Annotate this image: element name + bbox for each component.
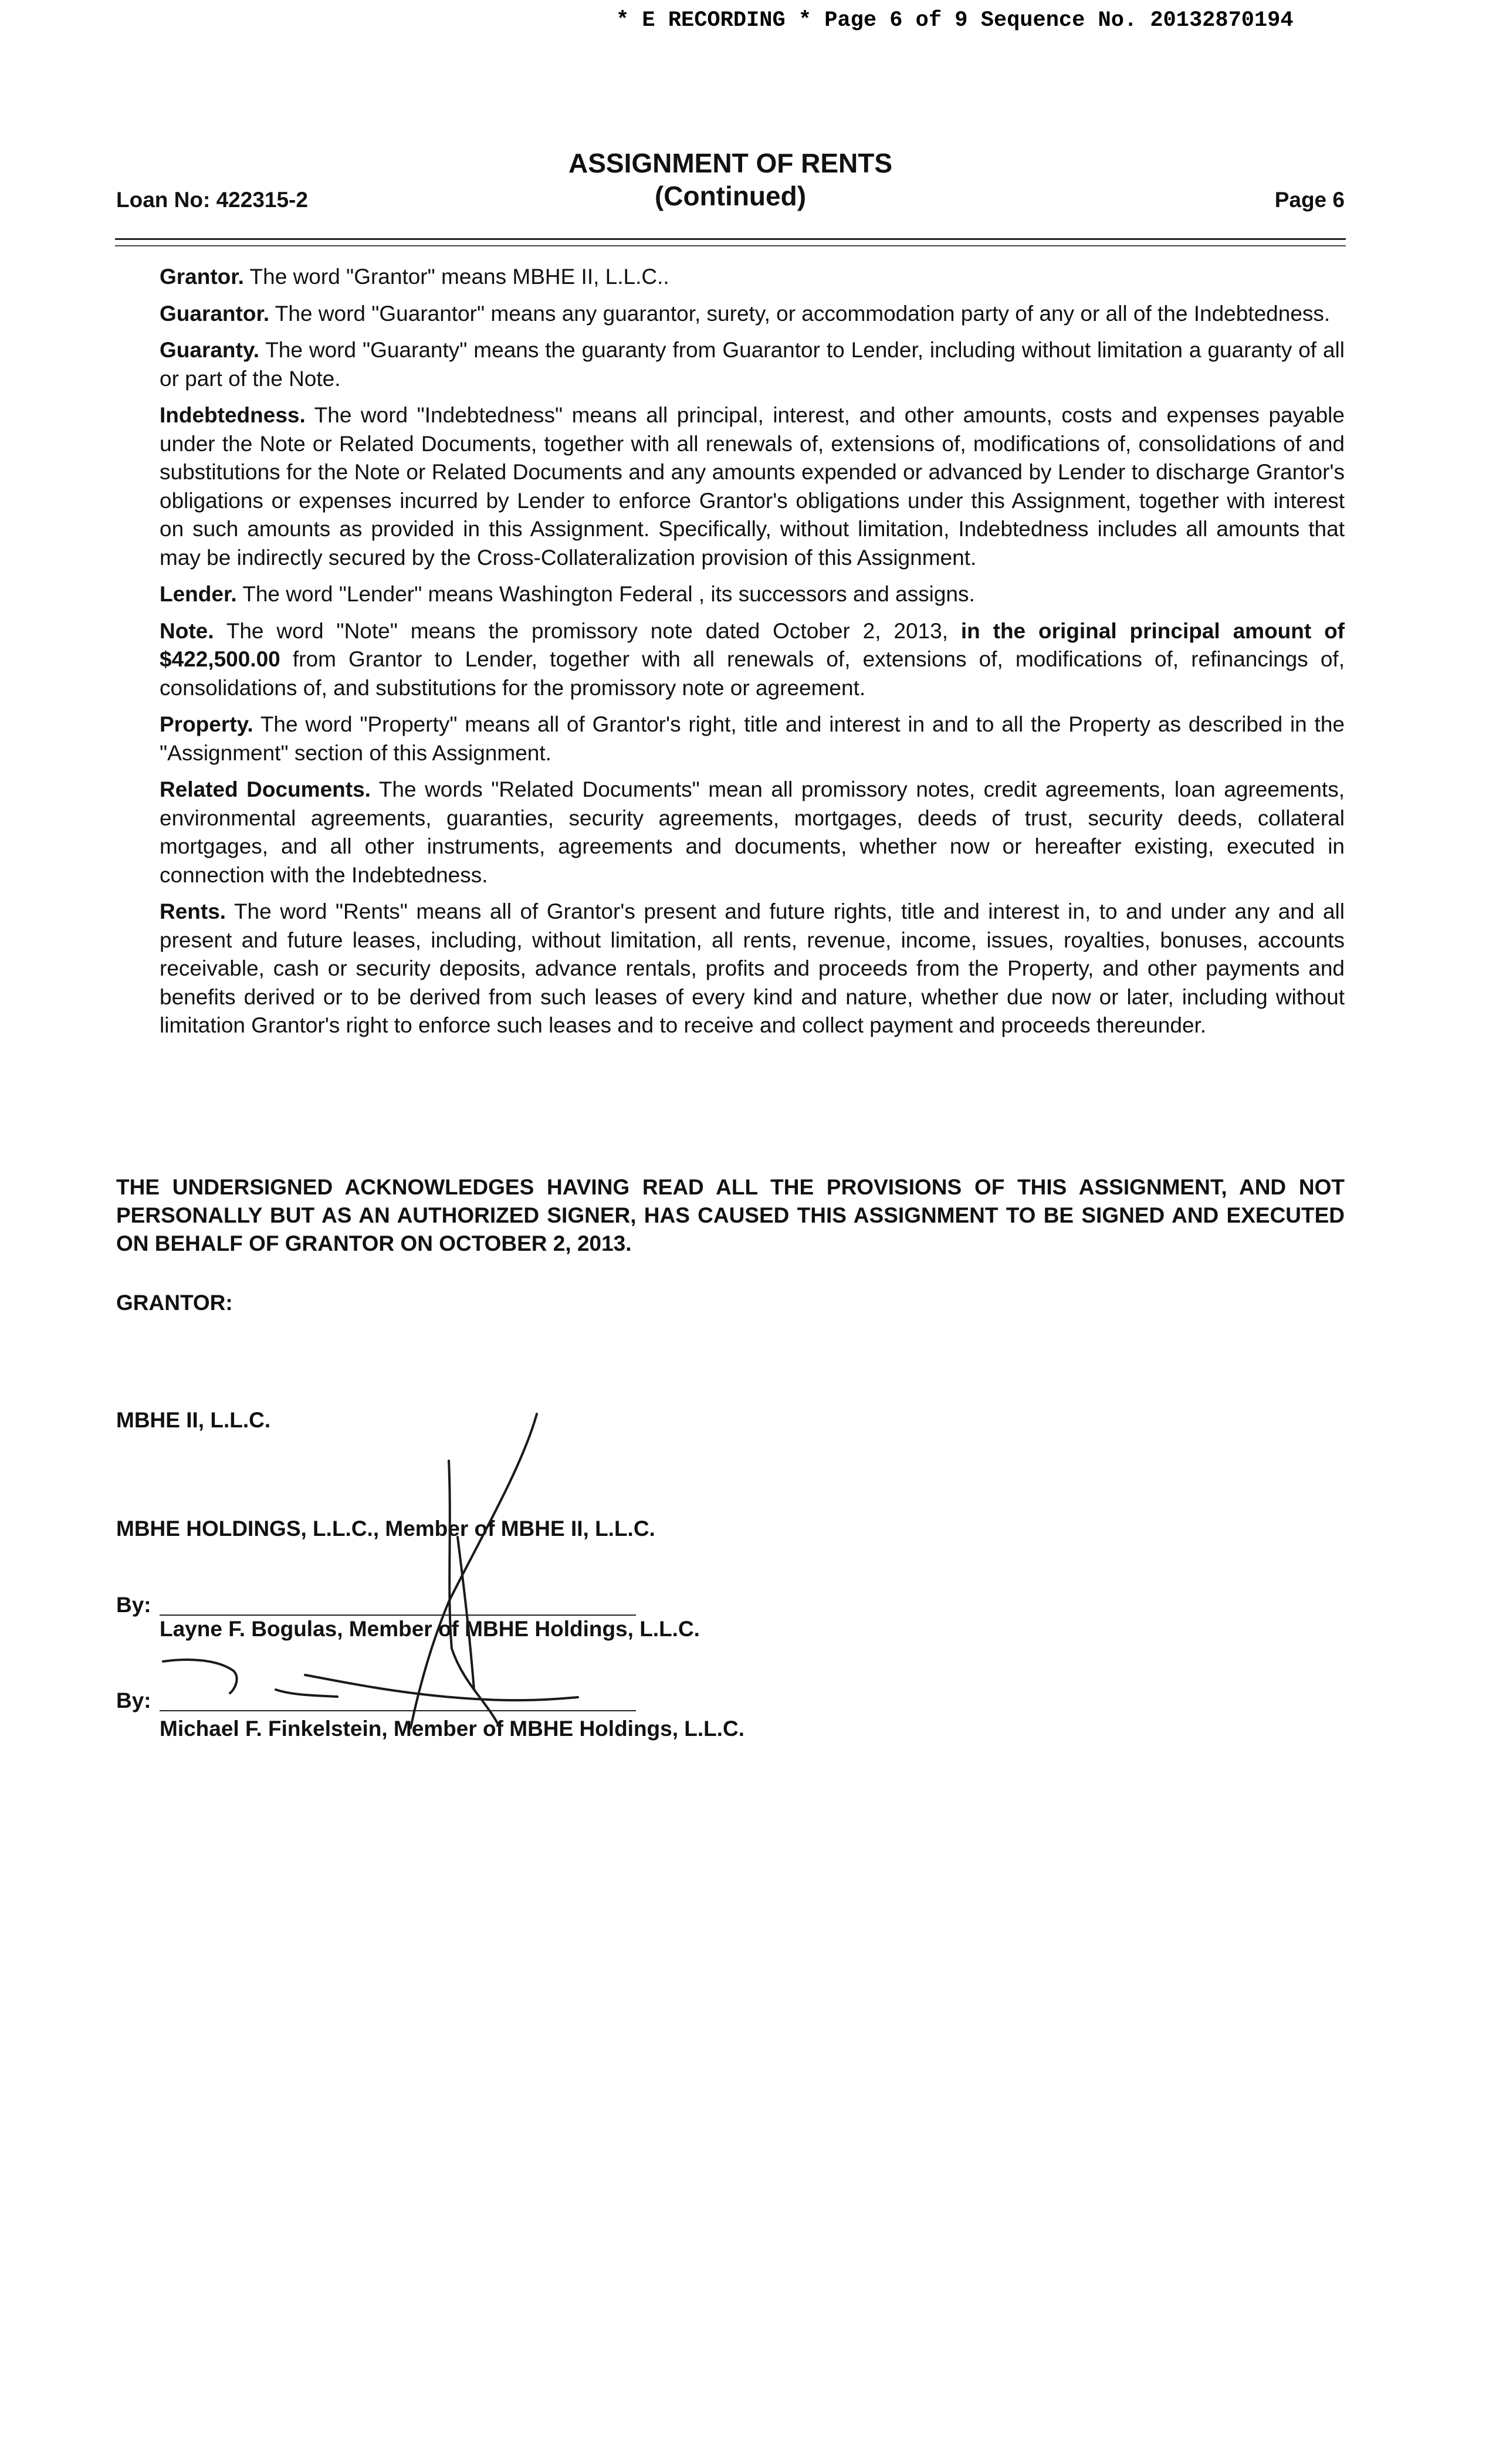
document-title: ASSIGNMENT OF RENTS [568,148,893,178]
definition-indebtedness [160,401,1345,572]
by-label-1: By: [116,1593,151,1617]
document-header [116,147,1345,217]
principal-amount-text: in the original principal amount of $422,500.00 [160,618,1345,671]
definition-term: Indebtedness. [160,403,306,427]
signer-name-2: Michael F. Finkelstein, Member of MBHE Holdings, L.L.C. [160,1717,745,1741]
definition-term: Related Documents. [160,777,371,801]
signature-stroke-1 [449,1461,500,1728]
grantor-label: GRANTOR: [116,1291,233,1315]
title-block [116,147,1345,212]
header-rule [115,238,1346,240]
definition-rents [160,898,1345,1040]
acknowledgement-paragraph: THE UNDERSIGNED ACKNOWLEDGES HAVING READ ALL THE PROVISIONS OF THIS ASSIGNMENT, AND NOT PERSONALLY BUT AS AN AUTHORIZED SIGNER, HAS CAUSED THIS ASSIGNMENT TO BE SIGNED AND EXECUTED ON BEHALF OF GRANTOR ON OCTOBER 2, 2013. [116,1175,1345,1255]
definition-text: The word "Guarantor" means any guarantor, surety, or accommodation party of any or all of the Indebtedness. [275,301,1331,326]
definition-term: Guarantor. [160,301,270,326]
signature-line-1 [160,1615,636,1616]
definition-property [160,710,1345,767]
definition-term: Property. [160,712,253,736]
header-rule-secondary [115,245,1346,246]
definition-guarantor [160,300,1345,329]
definition-term: Rents. [160,899,226,923]
member-entity-name: MBHE HOLDINGS, L.L.C., Member of MBHE II, L.L.C. [116,1517,655,1541]
definition-term: Guaranty. [160,338,259,362]
loan-number: Loan No: 422315-2 [116,188,308,212]
signature-stroke-2 [411,1414,537,1728]
definition-text: The word "Grantor" means MBHE II, L.L.C.. [249,265,669,289]
definition-term: Grantor. [160,265,244,289]
definition-lender [160,580,1345,609]
definition-text: The words "Related Documents" mean all promissory notes, credit agreements, loan agreements, environmental agreements, guaranties, security agreements, mortgages, deeds of trust, security deeds, collateral mortgages, and all other instruments, agreements and documents, whether now or hereafter existing, executed in connection with the Indebtedness. [160,777,1345,887]
signature-line-2 [160,1710,636,1711]
signature-stroke-6 [305,1675,578,1700]
grantor-entity-name: MBHE II, L.L.C. [116,1408,271,1432]
definition-text: The word "Lender" means Washington Federal , its successors and assigns. [242,582,975,606]
definition-related-documents [160,776,1345,889]
definition-text: The word "Guaranty" means the guaranty from Guarantor to Lender, including without limitation a guaranty of all or part of the Note. [160,338,1345,391]
signature-stroke-5 [276,1690,337,1697]
document-subtitle: (Continued) [654,181,807,211]
definition-term: Lender. [160,582,237,606]
page-number: Page 6 [1274,188,1345,212]
by-label-2: By: [116,1688,151,1712]
signer-name-1: Layne F. Bogulas, Member of MBHE Holdings, L.L.C. [160,1617,700,1641]
definitions-section [160,263,1345,1048]
definition-grantor [160,263,1345,292]
definition-text-continued: from Grantor to Lender, together with all renewals of, extensions of, modifications of, refinancings of, consolidations of, and substitutions for the promissory note or agreement. [160,647,1345,700]
definition-guaranty [160,336,1345,393]
definition-text: The word "Indebtedness" means all principal, interest, and other amounts, costs and expenses payable under the Note or Related Documents, together with all renewals of, extensions of, modifications of, consolidations of and substitutions for the Note or Related Documents and any amounts expended or advanced by Lender to discharge Grantor's obligations or expenses incurred by Lender to enforce Grantor's obligations under this Assignment, together with interest on such amounts as provided in this Assignment. Specifically, without limitation, Indebtedness includes all amounts that may be indirectly secured by the Cross-Collateralization provision of this Assignment. [160,403,1345,570]
definition-text: The word "Rents" means all of Grantor's present and future rights, title and interest in, to and under any and all present and future leases, including, without limitation, all rents, revenue, income, issues, royalties, bonuses, accounts receivable, cash or security deposits, advance rentals, profits and proceeds from the Property, and other payments and benefits derived or to be derived from such leases of every kind and nature, whether due now or later, including without limitation Grantor's right to enforce such leases and to receive and collect payment and proceeds thereunder. [160,899,1345,1037]
definition-text: The word "Note" means the promissory note dated October 2, 2013, [226,618,948,643]
definition-term: Note. [160,618,214,643]
signature-stroke-4 [163,1660,237,1693]
definition-note [160,617,1345,703]
signature-stroke-3 [458,1537,474,1690]
definition-text: The word "Property" means all of Grantor's right, title and interest in and to all the Property as described in the "Assignment" section of this Assignment. [160,712,1345,765]
recording-stamp: * E RECORDING * Page 6 of 9 Sequence No. 20132870194 [616,8,1294,33]
